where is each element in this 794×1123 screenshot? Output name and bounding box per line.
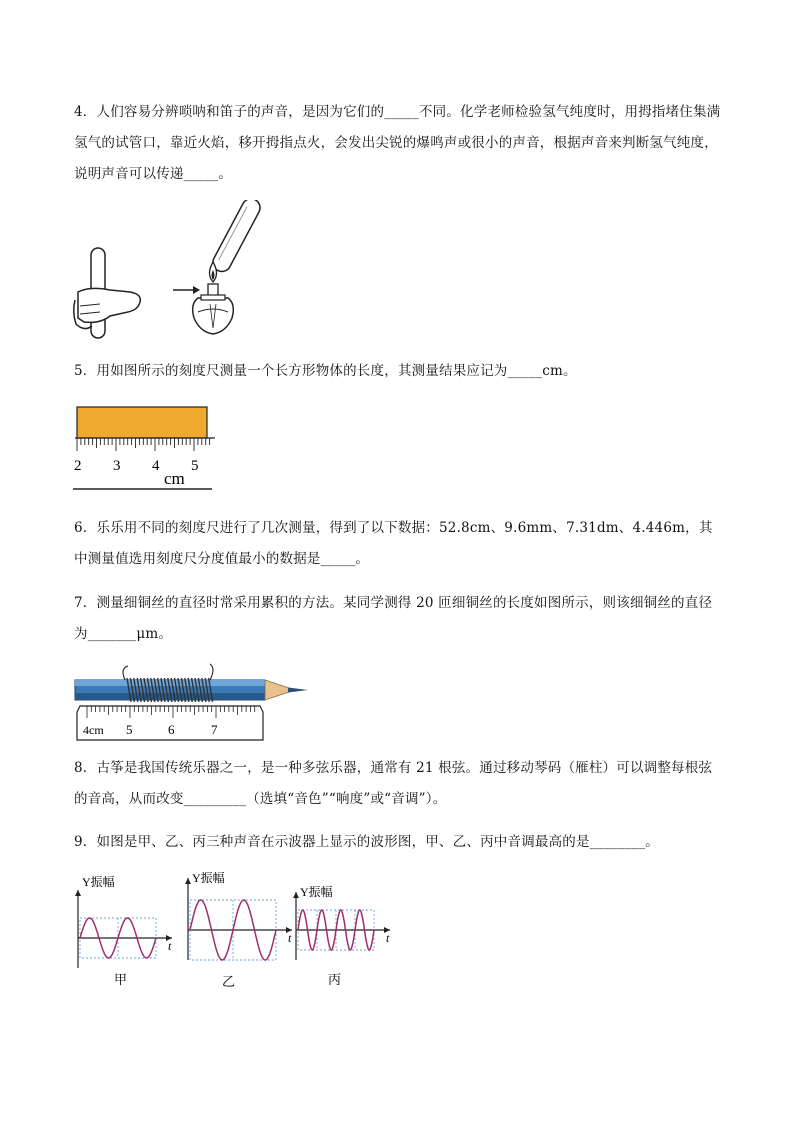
waveform-panel [185,870,292,988]
ruler-figure-q5 [70,402,220,494]
waveform-panel [293,884,390,988]
ruler-label-4cm: 4cm [83,723,104,737]
question-7: 7．测量细铜丝的直径时常采用累积的方法。某同学测得 20 匝细铜丝的长度如图所示，则该细铜丝的直径为_______μm。 [74,595,713,642]
x-axis-label: t [386,931,390,945]
x-axis-label: t [288,931,292,945]
waveform-name: 丙 [328,973,342,988]
question-5: 5．用如图所示的刻度尺测量一个长方形物体的长度，其测量结果应记为_____cm。 [74,363,577,379]
waveform-panel [75,874,172,988]
ruler-label-3: 3 [113,458,121,474]
waveform-name: 乙 [222,975,236,988]
ruler-label-4: 4 [152,458,160,474]
x-axis-label: t [168,939,172,953]
coil-pencil-figure [70,662,315,744]
question-4: 4．人们容易分辨唢呐和笛子的声音，是因为它们的_____不同。化学老师检验氢气纯度时，用拇指堵住集满氢气的试管口，靠近火焰，移开拇指点火，会发出尖锐的爆鸣声或很小的声音，根据声音来判断氢气纯度，说明声音可以传递_____。 [74,104,721,182]
ruler-label-2: 2 [74,458,82,474]
ruler-label-5: 5 [126,722,133,737]
y-axis-label: Y振幅 [82,875,115,889]
question-9: 9．如图是甲、乙、丙三种声音在示波器上显示的波形图，甲、乙、丙中音调最高的是________。 [74,834,659,850]
y-axis-label: Y振幅 [300,885,333,899]
question-8: 8．古筝是我国传统乐器之一，是一种多弦乐器，通常有 21 根弦。通过移动琴码（雁柱）可以调整每根弦的音高，从而改变_________（选填“音色”“响度”或“音调”）。 [74,760,713,807]
ruler-label-7: 7 [211,722,218,737]
ruler-label-6: 6 [168,722,175,737]
waveform-figure [70,868,400,988]
y-axis-label: Y振幅 [192,871,225,885]
hydrogen-test-figure [70,200,270,345]
ruler-label-5: 5 [191,458,199,474]
question-6: 6．乐乐用不同的刻度尺进行了几次测量，得到了以下数据：52.8cm、9.6mm、7.31dm、4.446m，其中测量值选用刻度尺分度值最小的数据是_____。 [74,520,713,567]
ruler-unit: cm [164,469,185,488]
waveform-name: 甲 [114,973,128,988]
